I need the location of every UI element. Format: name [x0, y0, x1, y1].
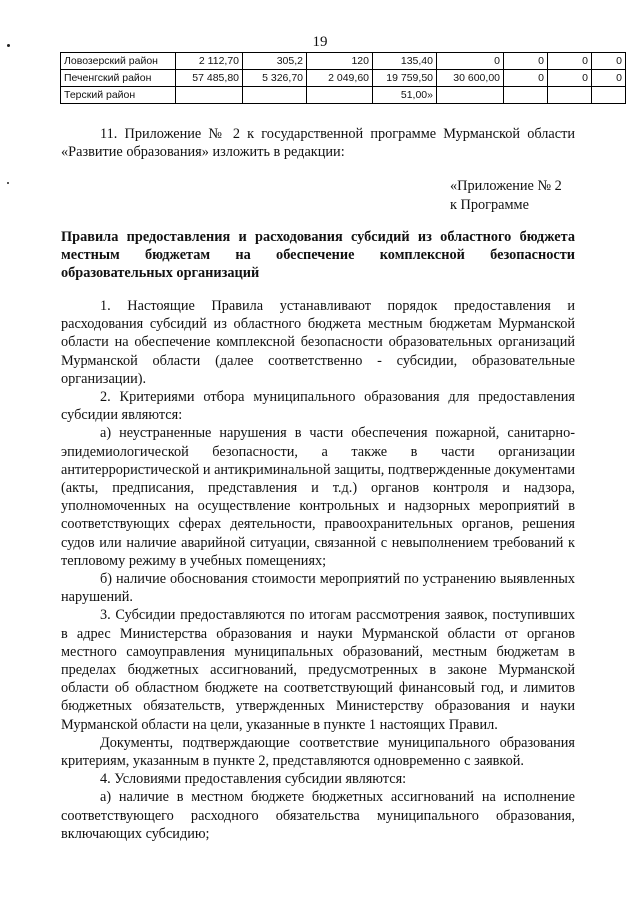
value-cell: 2 049,60: [307, 70, 373, 87]
table-row: [61, 53, 626, 70]
value-cell: [548, 87, 592, 104]
scan-dot: [7, 182, 9, 184]
value-cell: 57 485,80: [176, 70, 243, 87]
page-number: 19: [312, 34, 328, 50]
budget-table: [60, 52, 626, 104]
value-cell: 0: [548, 70, 592, 87]
rules-title: Правила предоставления и расходования субсидий из областного бюджета местным бюджетам на обеспечение комплексной безопасности образовательных организаций: [61, 229, 575, 281]
value-cell: 2 112,70: [176, 53, 243, 70]
value-cell: [504, 87, 548, 104]
value-cell: 0: [504, 70, 548, 87]
value-cell: 30 600,00: [437, 70, 504, 87]
item-11: 11. Приложение № 2 к государственной программе Мурманской области «Развитие образования» изложить в редакции:: [61, 126, 575, 160]
value-cell: [437, 87, 504, 104]
value-cell: [592, 87, 626, 104]
district-name-cell: Ловозерский район: [61, 53, 176, 70]
paragraph: 2. Критериями отбора муниципального образования для предоставления субсидии являются:: [61, 389, 575, 424]
paragraph: Документы, подтверждающие соответствие муниципального образования критериям, указанным в пункте 2, представляются одновременно с заявкой.: [61, 734, 575, 770]
value-cell: 0: [592, 53, 626, 70]
district-name-cell: Печенгский район: [61, 70, 176, 87]
scan-dot: [7, 44, 10, 47]
value-cell: 0: [548, 53, 592, 70]
value-cell: 51,00»: [373, 87, 437, 104]
paragraph: а) неустраненные нарушения в части обеспечения пожарной, санитарно-эпидемиологической безопасности, а также в части организации антитеррористической и антикриминальной защиты, подтвержденные документами (акты, предписания, представления и т.д.) органов контроля и надзора, уполномоченных на осуществление контрольных и надзорных мероприятий в соответствующих сферах деятельности, правоохранительных органов, решения судов или наличие аварийной ситуации, связанной с невыполнением требований к тепловому режиму в учебных помещениях;: [61, 425, 575, 569]
value-cell: 135,40: [373, 53, 437, 70]
value-cell: 0: [504, 53, 548, 70]
value-cell: 120: [307, 53, 373, 70]
value-cell: [176, 87, 243, 104]
paragraph: 3. Субсидии предоставляются по итогам рассмотрения заявок, поступивших в адрес Министерства образования и науки Мурманской области от органов местного самоуправления муниципальных образований, местным бюджетам в пределах бюджетных ассигнований, предусмотренных в законе Мурманской области об областном бюджете на соответствующий финансовый год, и лимитов бюджетных обязательств, утвержденных Министерству образования и науки Мурманской области на цели, указанные в пункте 1 настоящих Правил.: [61, 607, 575, 733]
value-cell: 0: [437, 53, 504, 70]
paragraph: 1. Настоящие Правила устанавливают порядок предоставления и расходования субсидий из областного бюджета местным бюджетам Мурманской области на обеспечение комплексной безопасности образовательных организаций Мурманской области (далее соответственно - субсидии, образовательные организации).: [61, 298, 575, 387]
table-row: [61, 87, 626, 104]
value-cell: 0: [592, 70, 626, 87]
paragraph: 4. Условиями предоставления субсидии являются:: [100, 771, 407, 788]
value-cell: [307, 87, 373, 104]
value-cell: [243, 87, 307, 104]
table-row: [61, 70, 626, 87]
district-name-cell: Терский район: [61, 87, 176, 104]
value-cell: 305,2: [243, 53, 307, 70]
appendix-heading: «Приложение № 2 к Программе: [450, 178, 562, 213]
value-cell: 19 759,50: [373, 70, 437, 87]
paragraph: а) наличие в местном бюджете бюджетных ассигнований на исполнение соответствующего расходного обязательства муниципального образования, включающих субсидию;: [61, 789, 575, 842]
paragraph: б) наличие обоснования стоимости мероприятий по устранению выявленных нарушений.: [61, 571, 575, 606]
value-cell: 5 326,70: [243, 70, 307, 87]
rules-body: [61, 297, 575, 843]
